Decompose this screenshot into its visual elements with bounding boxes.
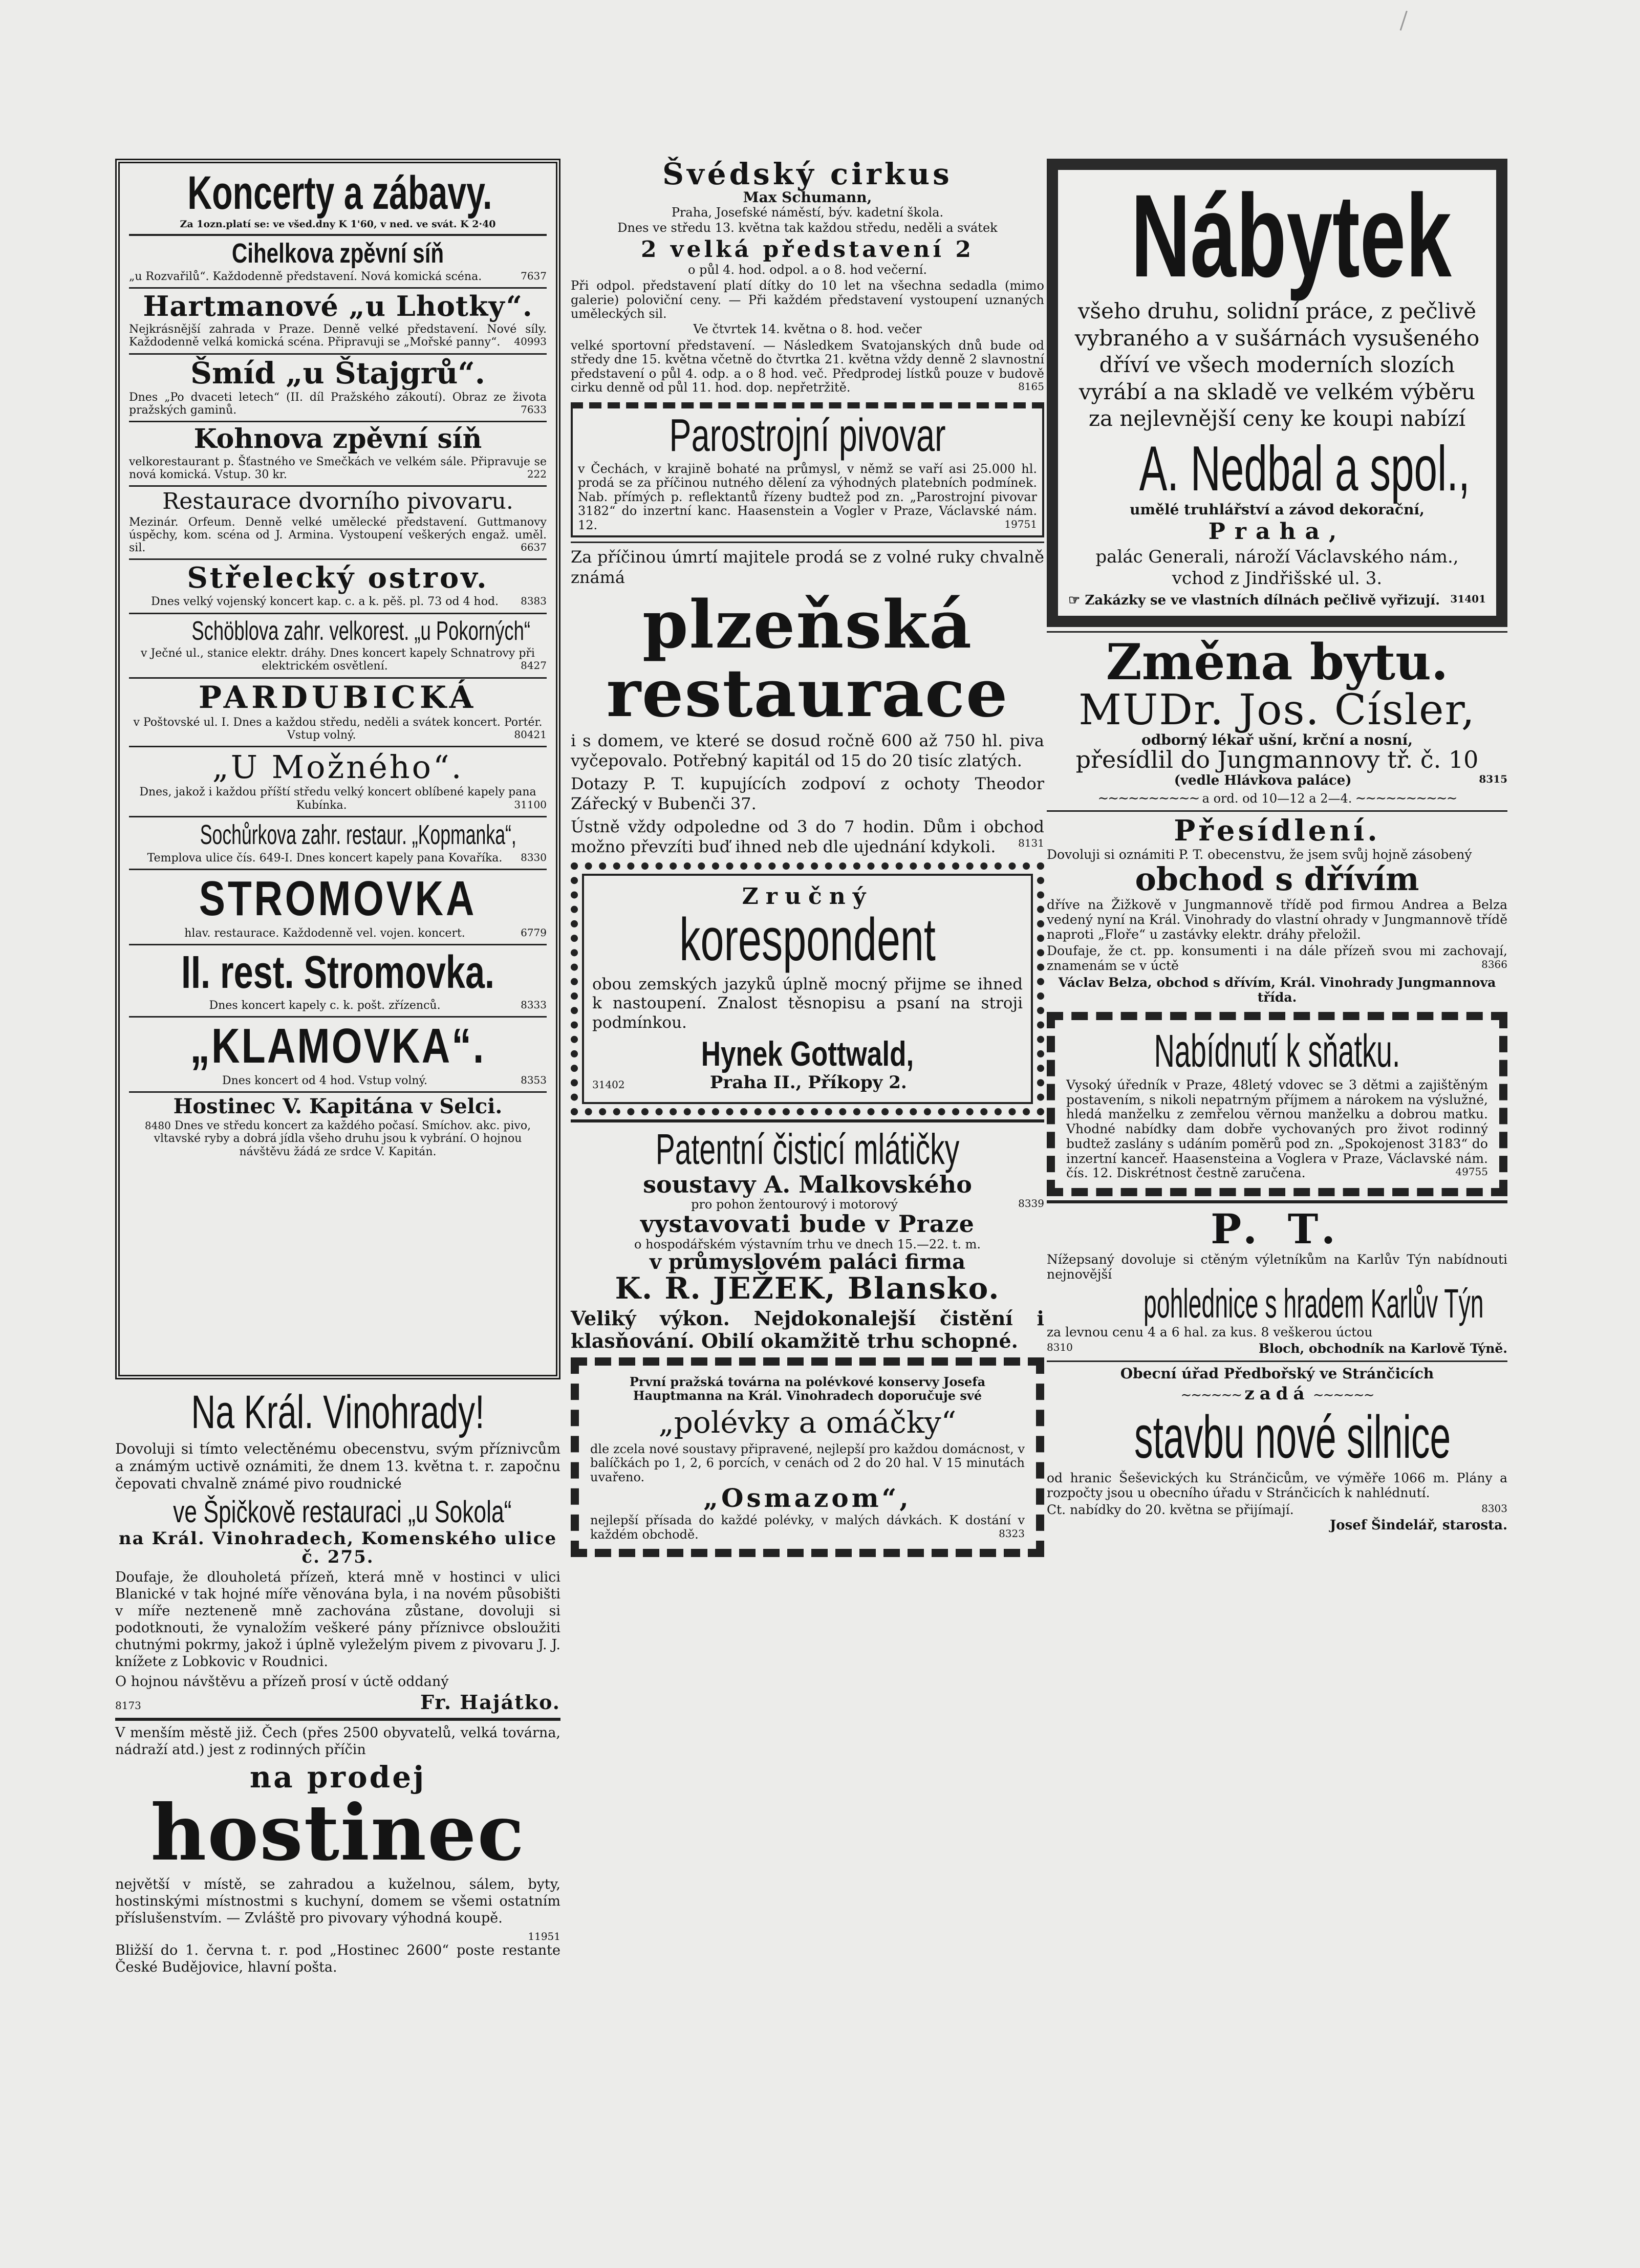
ad-cirkus: Švédský cirkus Max Schumann, Praha, Josefské náměstí, býv. kadetní škola. Dnes ve středu 13. května tak každou středu, neděli a svátek 2 velká představení 2 o půl 4. hod. odpol. a o 8. hod večerní. Při odpol. představení platí dítky do 10 let na všechna sedadla (mimo galerie) poloviční ceny. — Při každém představení vystoupení uznaných uměleckých sil. Ve čtvrtek 14. května o 8. hod. večer velké sportovní představení. — Následkem Svatojanských dnů bude od středy dne 15. května včetně do čtvrtka 21. května vždy denně 2 slavnostní představení o půl 4. odp. a o 8 hod. več. Předprodej lístků pouze v budově cirku denně od půl 11. hod. dop. nepřetržitě. 8165 bbox=[571, 157, 1044, 395]
ad-vinohrady: Na Král. Vinohrady! Dovoluji si tímto velectěnému obecenstvu, svým příznivcům a známým uctivě oznámiti, že dnem 13. května t. r. započnu čepovati chvalně známé pivo roudnické ve Špičkově restauraci „u Sokola“ na Král. Vinohradech, Komenského ulice č. 275. Doufaje, že dlouholetá přízeň, která mně v hostinci v ulici Blanické v tak hojné míře věnována byla, i na novém působišti v míře nezteneně mně zachována zůstane, dovoluji si podotknouti, že vynaložím veškeré pány příznivce obsloužiti chutnými pokrmy, jakož i úplně vyleželým pivem z pivovaru J. J. knížete z Lobkovic v Roudnici. O hojnou návštěvu a přízeň prosí v úctě oddaný 8173 Fr. Hajátko. bbox=[115, 1388, 560, 1721]
ad-snatek: Nabídnutí k sňatku. Vysoký úředník v Praze, 48letý vdovec se 3 dětmi a zajištěným postavením, s nikoli nepatrným příjmem a nárokem na výslužné, hledá manželku z zemřelou věrnou manželku a dobrou matku. Vhodné nabídky dam dobře vychovaných pro život rodinný budtež zaslány s udáním poměrů pod zn. „Spokojenost 3183“ do inzertní kanceř. Haasensteina a Voglera v Praze, Václavské nám. čís. 12. Diskrétnost čestně zaručena. 49755 bbox=[1047, 1012, 1507, 1196]
ad-stromovka: STROMOVKA hlav. restaurace. Každodenně vel. vojen. koncert. 6779 bbox=[129, 870, 547, 945]
concerts-section bbox=[115, 159, 560, 1379]
ad-presidleni: Přesídlení. Dovoluji si oznámiti P. T. obecenstvu, že jsem svůj hojně zásobený obchod s dřívím dříve na Žižkově v Jungmannově třídě pod firmou Andrea a Belza vedený nyní na Král. Vinohrady do vlastní ohrady v Jungmannově třídě naproti „Floře“ u zastávky elektr. dráhy přeložil. Doufaje, že ct. pp. konsumenti i na dále přízeň svou mi zachovají, znamenám se v úctě 8366 Václav Belza, obchod s dřívím, Král. Vinohrady Jungmannova třída. bbox=[1047, 813, 1507, 1005]
ad-zmena-bytu: Změna bytu. MUDr. Jos. Císler, odborný lékař ušní, krční a nosní, přesídlil do Jungmannovy tř. č. 10 (vedle Hlávkova paláce) 8315 ∼∼∼∼∼∼∼∼∼∼ a ord. od 10—12 a 2—4. ∼∼∼∼∼∼∼∼∼∼ bbox=[1047, 637, 1507, 806]
ad-hartmanove: Hartmanové „u Lhotky“. Nejkrásnější zahrada v Praze. Denně velké představení. Nové síly. Každodenně velká komická scéna. Připravuji se „Mořské panny“. 40993 bbox=[129, 289, 547, 354]
ad-mlaticky: Patentní čisticí mlátičky soustavy A. Malkovského pro pohon žentourový i motorový 8339 vystavovati bude v Praze o hospodářském výstavním trhu ve dnech 15.—22. t. m. v průmyslovém paláci firma K. R. JEŽEK, Blansko. Veliký výkon. Nejdokonalejší čistění i klasňování. Obilí okamžitě trhu schopné. bbox=[571, 1125, 1044, 1352]
ad-hostinec: V menším městě již. Čech (přes 2500 obyvatelů, velká továrna, nádraží atd.) jest z rodinných příčin na prodej hostinec největší v místě, se zahradou a kuželnou, sálem, byty, hostinskými místnostmi s kuchyní, domem se všemi ostatním příslušenstvím. — Zvláště pro pivovary výhodná koupě. 11951 Bližší do 1. června t. r. pod „Hostinec 2600“ poste restante České Budějovice, hlavní pošta. bbox=[115, 1725, 560, 1976]
ad-ii-stromovka: II. rest. Stromovka. Dnes koncert kapely c. k. pošt. zřízenců. 8333 bbox=[129, 945, 547, 1018]
ad-sochurkova: Sochůrkova zahr. restaur. „Kopmanka“, Templova ulice čís. 649-I. Dnes koncert kapely pana Kovaříka. 8330 bbox=[129, 817, 547, 870]
ad-u-mozneho: „U Možného“. Dnes, jakož i každou příští středu velký koncert oblíbené kapely pana Kubínka. 31100 bbox=[129, 747, 547, 817]
ad-smid: Šmíd „u Štajgrů“. Dnes „Po dvaceti letech“ (II. díl Pražského zákoutí). Obraz ze života pražských gaminů. 7633 bbox=[129, 355, 547, 422]
ad-silnice: Obecní úřad Předbořský ve Stránčicích ∼∼∼∼∼∼ zadá ∼∼∼∼∼∼ stavbu nové silnice od hranic Šeševických ku Stránčicům, ve výměře 1066 m. Plány a rozpočty jsou u obecního úřadu v Stránčicích k nahlédnutí. Ct. nabídky do 20. května se přijímají. 8303 Josef Šindelář, starosta. bbox=[1047, 1365, 1507, 1533]
ad-strelecky: Střelecký ostrov. Dnes velký vojenský koncert kap. c. a k. pěš. pl. 73 od 4 hod. 8383 bbox=[129, 560, 547, 614]
ad-restaurace: Za příčinou úmrtí majitele prodá se z volné ruky chvalně známá plzeňská restaurace i s domem, ve které se dosud ročně 600 až 750 hl. piva vyčepovalo. Potřebný kapitál od 15 do 20 tisíc zlatých. Dotazy P. T. kupujících zodpoví z ochoty Theodor Zářecký v Bubenči 37. Ústně vždy odpoledne od 3 do 7 hodin. Dům i obchod možno převzíti buď ihned neb dle ujednání kdykoli. 8131 bbox=[571, 547, 1044, 857]
ad-pt: P. T. Nížepsaný dovoluje si ctěným výletníkům na Karlův Týn nabídnouti nejnovější pohlednice s hradem Karlův Týn za levnou cenu 4 a 6 hal. za kus. 8 veškerou úctou 8310 Bloch, obchodník na Karlově Týně. bbox=[1047, 1205, 1507, 1356]
ad-klamovka: „KLAMOVKA“. Dnes koncert od 4 hod. Vstup volný. 8353 bbox=[129, 1018, 547, 1093]
concerts-header-note: Za 1ozn.platí se: ve všed.dny K 1'60, v ned. ve svát. K 2·40 bbox=[180, 218, 496, 230]
ad-pivovar: Parostrojní pivovar v Čechách, v krajině bohaté na průmysl, v němž se vaří asi 25.000 hl. prodá se za příčinou nutného dělení za výhodných platebních podmínek. Nab. přímých p. reflektantů řízeny budtež pod zn. „Parostrojní pivovar 3182“ do inzertní kanc. Haasenstein a Vogler v Praze, Václavské nám. 12. 19751 bbox=[571, 402, 1044, 537]
ad-nabytek: Nábytek všeho druhu, solidní práce, z pečlivě vybraného a v sušárnách vysušeného dříví ve všech moderních slozích vyrábí a na skladě ve velkém výběru za nejlevnější ceny ke koupi nabízí A. Nedbal a spol., umělé truhlářství a závod dekorační, Praha, palác Generali, nároží Václavského nám., vchod z Jindřišské ul. 3. ☞ Zakázky se ve vlastních dílnách pečlivě vyřizují. 31401 bbox=[1047, 159, 1507, 627]
ad-korespondent: Zručný korespondent obou zemských jazyků úplně mocný přijme se ihned k nastoupení. Znalost těsnopisu a psaní na stroji podmínkou. Hynek Gottwald, 31402 Praha II., Příkopy 2. bbox=[571, 862, 1044, 1116]
wave-divider: ∼∼∼∼∼∼∼∼∼∼ a ord. od 10—12 a 2—4. ∼∼∼∼∼∼∼∼∼∼ bbox=[1097, 790, 1457, 806]
ad-cihelkova: Cihelkova zpěvní síň „u Rozvařilů“. Každodenně představení. Nová komická scéna. 7637 bbox=[129, 236, 547, 289]
middle-column bbox=[571, 159, 1044, 1557]
ad-dvorni-pivovar: Restaurace dvorního pivovaru. Mezinár. Orfeum. Denně velké umělecké představení. Guttmanovy úspěchy, kom. scéna od J. Armina. Vystoupení veškerých engaž. uměl. sil. 6637 bbox=[129, 487, 547, 560]
page-corner-mark bbox=[1400, 11, 1422, 35]
ad-kapitan: Hostinec V. Kapitána v Selci. 8480 Dnes ve středu koncert za každého počasí. Smíchov. akc. pivo, vltavské ryby a dobrá jídla všeho druhu jsou k vybrání. O hojnou návštěvu žádá ze srdce V. Kapitán. bbox=[144, 1094, 531, 1158]
ad-pardubicka: PARDUBICKÁ v Poštovské ul. I. Dnes a každou středu, neděli a svátek koncert. Portér. Vstup volný. 80421 bbox=[129, 679, 547, 748]
ad-schoblova: Schöblova zahr. velkorest. „u Pokorných“ v Ječné ul., stanice elektr. dráhy. Dnes koncert kapely Schnatrovy při elektrickém osvětlení. 8427 bbox=[129, 614, 547, 679]
left-column bbox=[115, 159, 560, 1979]
concerts-header-title: Koncerty a zábavy. bbox=[187, 167, 492, 219]
ad-kohnova: Kohnova zpěvní síň velkorestaurant p. Šťastného ve Smečkách ve velkém sále. Připravuje se nová komická. Vstup. 30 kr. 222 bbox=[129, 422, 547, 487]
ad-polevky: První pražská továrna na polévkové konservy Josefa Hauptmanna na Král. Vinohradech doporučuje své „polévky a omáčky“ dle zcela nové soustavy připravené, nejlepší pro každou domácnost, v balíčkách po 1, 2, 6 porcích, v cenách od 2 do 20 hal. V 15 minutách uvařeno. „Osmazom“, nejlepší přísada do každé polévky, v malých dávkách. K dostání v každém obchodě. 8323 bbox=[571, 1357, 1044, 1558]
right-column bbox=[1047, 159, 1507, 1533]
